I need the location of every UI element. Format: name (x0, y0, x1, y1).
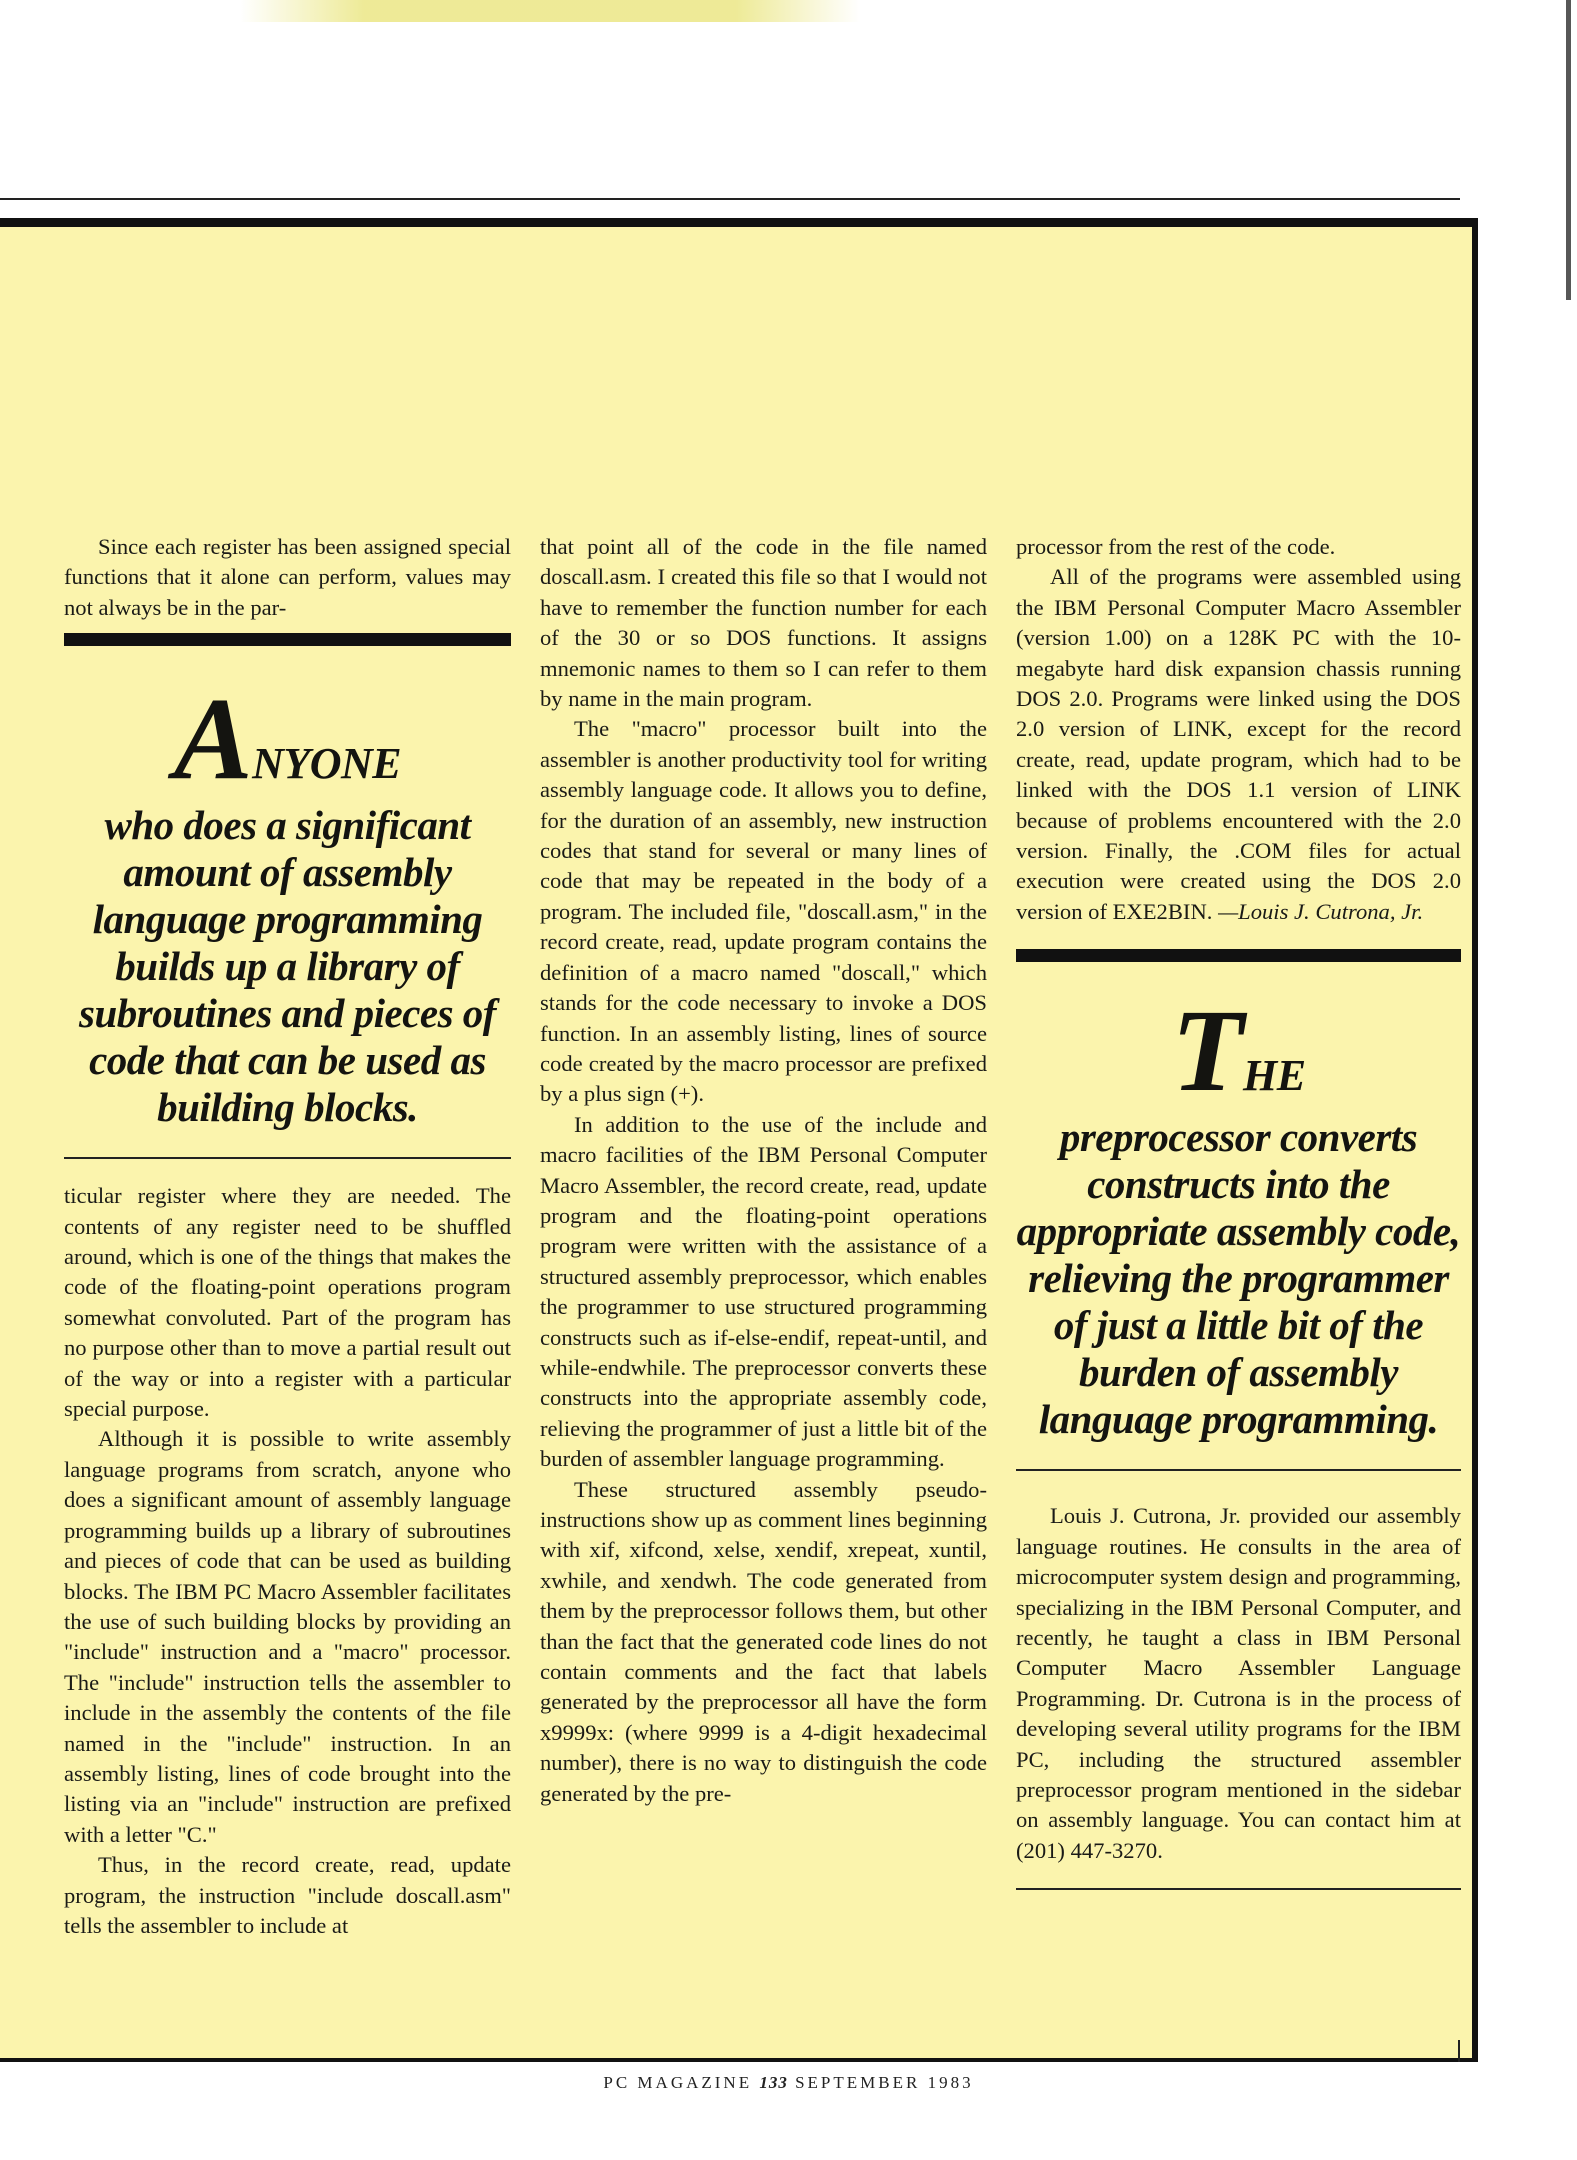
pullquote-the (1016, 985, 1461, 1443)
pullquote-2-body: preprocessor converts constructs into the appropriate assembly code, relieving the programmer of just a little bit of the burden of assembly language programming. (1016, 1114, 1461, 1443)
panel-corner-tick (1458, 2040, 1460, 2062)
bio-bottom-rule (1016, 1888, 1461, 1890)
col2-paragraph-2: The "macro" processor built into the assembler is another productivity tool for writing assembly language code. It allows you to define, for the duration of an assembly, new instruction codes that stand for several or many lines of code that may be repeated in the body of a program. The included file, "doscall.asm," in the record create, read, update program contains the definition of a macro named "doscall," which stands for the code necessary to invoke a DOS function. In an assembly listing, lines of source code created by the macro processor are prefixed by a plus sign (+). (540, 716, 987, 1107)
pullquote-initial-rest: NYONE (252, 739, 402, 789)
col3-paragraph-2 (1016, 562, 1461, 927)
pullquote-initial: A (173, 673, 253, 805)
col3-paragraph-1: processor from the rest of the code. (1016, 534, 1336, 559)
column-1 (64, 532, 511, 1941)
footer-page-number: 133 (759, 2073, 788, 2092)
col1-paragraph-4: Thus, in the record create, read, update program, the instruction "include doscall.asm" tells the assembler to include at (64, 1852, 511, 1938)
col1-paragraph-1: Since each register has been assigned special functions that it alone can perform, values may not always be in the par- (64, 534, 511, 620)
column-2 (540, 532, 987, 1809)
col1-paragraph-2: ticular register where they are needed. The contents of any register need to be shuffled around, which is one of the things that makes the code of the floating-point operations program somewhat convoluted. Part of the program has no purpose other than to move a partial result out of the way or into a register with a particular special purpose. (64, 1183, 511, 1422)
pullquote-2-initial: T (1171, 985, 1243, 1117)
top-rule (0, 198, 1460, 200)
col3-paragraph-2-text: All of the programs were assembled using the IBM Personal Computer Macro Assembler (version 1.00) on a 128K PC with the 10-megabyte hard disk expansion chassis running DOS 2.0. Programs were linked using the DOS 2.0 version of LINK, except for the record create, read, update program, which had to be linked with the DOS 1.1 version of LINK because of problems encountered with the 2.0 version. Finally, the .COM files for actual execution were created using the DOS 2.0 version of EXE2BIN. (1016, 564, 1461, 924)
pullquote-2-initial-rest: HE (1243, 1051, 1306, 1101)
author-bio: Louis J. Cutrona, Jr. provided our assembly language routines. He consults in the area of microcomputer system design and programming, specializing in the IBM Personal Computer, and recently, he taught a class in IBM Personal Computer Macro Assembler Language Programming. Dr. Cutrona is in the process of developing several utility programs for the IBM PC, including the structured assembler preprocessor program mentioned in the sidebar on assembly language. You can contact him at (201) 447-3270. (1016, 1503, 1461, 1863)
scan-smudge (240, 0, 860, 22)
footer-magazine: PC MAGAZINE (603, 2073, 753, 2092)
col2-paragraph-1: that point all of the code in the file named doscall.asm. I created this file so that I would not have to remember the function number for each of the 30 or so DOS functions. It assigns mnemonic names to them so I can refer to them by name in the main program. (540, 534, 987, 712)
col2-paragraph-3: In addition to the use of the include and macro facilities of the IBM Personal Computer Macro Assembler, the record create, read, update program and the floating-point operations program were written with the assistance of a structured assembly preprocessor, which enables the programmer to use structured programming constructs such as if-else-endif, repeat-until, and while-endwhile. The preprocessor converts these constructs into the appropriate assembly code, relieving the programmer of just a little bit of the burden of assembler language programming. (540, 1111, 987, 1472)
col2-paragraph-4: These structured assembly pseudo-instructions show up as comment lines beginning with xif, xifcond, xelse, xendif, xrepeat, xuntil, xwhile, and xendwh. The code generated from them by the preprocessor follows them, but other than the fact that the generated code lines do not contain comments and the fact that labels generated by the preprocessor all have the form x9999x: (where 9999 is a 4-digit hexadecimal number), there is no way to distinguish the code generated by the pre- (540, 1476, 987, 1806)
pullquote-anyone (64, 673, 511, 1131)
col1-paragraph-3: Although it is possible to write assembly language programs from scratch, anyone who does a significant amount of assembly language programming builds up a library of subroutines and pieces of code that can be used as building blocks. The IBM PC Macro Assembler facilitates the use of such building blocks by providing an "include" instruction and a "macro" processor. The "include" instruction tells the assembler to include in the assembly the contents of the file named in the "include" instruction. In an assembly listing, lines of code brought into the listing via an "include" instruction are prefixed with a letter "C." (64, 1426, 511, 1847)
pullquote-2-bottom-rule (1016, 1469, 1461, 1471)
footer-date: SEPTEMBER 1983 (795, 2073, 974, 2092)
pullquote-2-top-rule (1016, 949, 1461, 962)
page-edge (1566, 0, 1571, 300)
pullquote-body: who does a significant amount of assembly language programming builds up a library of subroutines and pieces of code that can be used as building blocks. (79, 802, 496, 1131)
page-footer (0, 2073, 1577, 2093)
author-signature: —Louis J. Cutrona, Jr. (1218, 898, 1424, 924)
column-3 (1016, 532, 1461, 1890)
pullquote-top-rule (64, 633, 511, 646)
pullquote-bottom-rule (64, 1157, 511, 1159)
